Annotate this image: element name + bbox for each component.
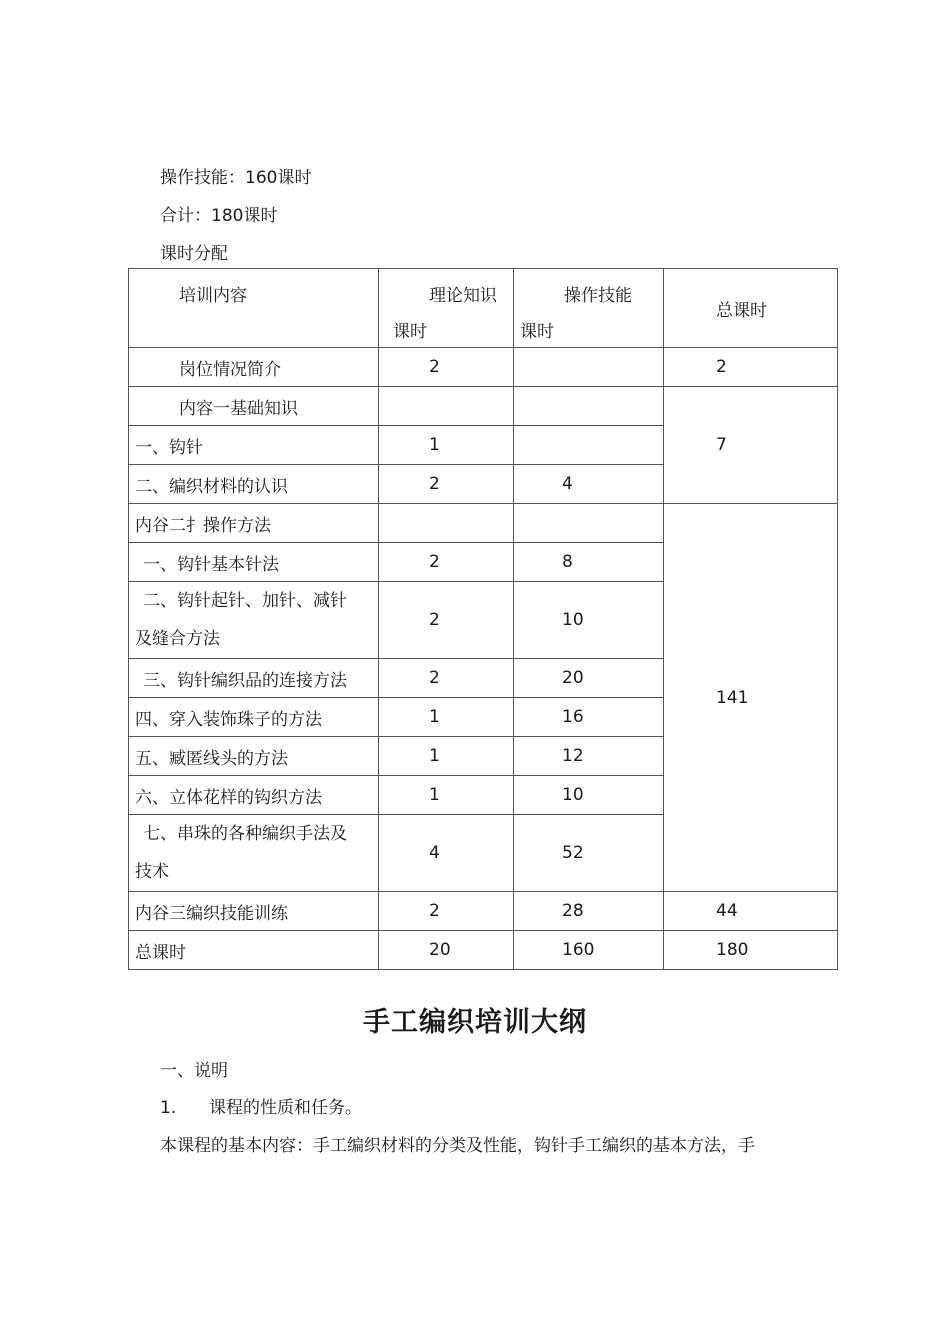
table-row: 七、串珠的各种编织手法及 技术 4 52: [129, 815, 838, 892]
table-row: 四、穿入装饰珠子的方法 1 16: [129, 698, 838, 737]
table-row: 一、钩针基本针法 2 8: [129, 543, 838, 582]
basic-knowledge-total: 7: [664, 387, 838, 504]
table-row: 内容一基础知识 7: [129, 387, 838, 426]
table-row: 二、钩针起针、加针、减针 及缝合方法 2 10: [129, 582, 838, 659]
table-total-row: 总课时 20 160 180: [129, 931, 838, 970]
table-row: 三、钩针编织品的连接方法 2 20: [129, 659, 838, 698]
item-text: 课程的性质和任务。: [209, 1098, 363, 1118]
body-paragraph: 本课程的基本内容：手工编织材料的分类及性能，钩针手工编织的基本方法，手: [160, 1136, 755, 1156]
page-title: 手工编织培训大纲: [363, 1007, 587, 1038]
numbered-item: [160, 1093, 362, 1118]
header-content: 培训内容: [129, 269, 379, 348]
hours-allocation-table: [128, 268, 838, 970]
header-skill: 操作技能 课时: [514, 269, 664, 348]
table-row: 内谷三编织技能训练 2 28 44: [129, 892, 838, 931]
table-row: 二、编织材料的认识 2 4: [129, 465, 838, 504]
section-heading: 一、说明: [160, 1061, 228, 1081]
operation-methods-total: 141: [664, 504, 838, 892]
operation-hours-line: 操作技能：160课时: [160, 168, 312, 188]
header-theory: 理论知识 课时: [379, 269, 514, 348]
allocation-heading: 课时分配: [160, 244, 228, 264]
table-row: 五、臧匿线头的方法 1 12: [129, 737, 838, 776]
table-row: 岗位情况简介 2 2: [129, 348, 838, 387]
item-number: 1.: [160, 1098, 177, 1118]
total-hours-line: 合计：180课时: [160, 206, 278, 226]
table-header-row: [129, 269, 838, 348]
table-row: 六、立体花样的钩织方法 1 10: [129, 776, 838, 815]
table-row: 内谷二扌操作方法 141: [129, 504, 838, 543]
header-total: 总课时: [664, 269, 838, 348]
table-row: 一、钩针 1: [129, 426, 838, 465]
